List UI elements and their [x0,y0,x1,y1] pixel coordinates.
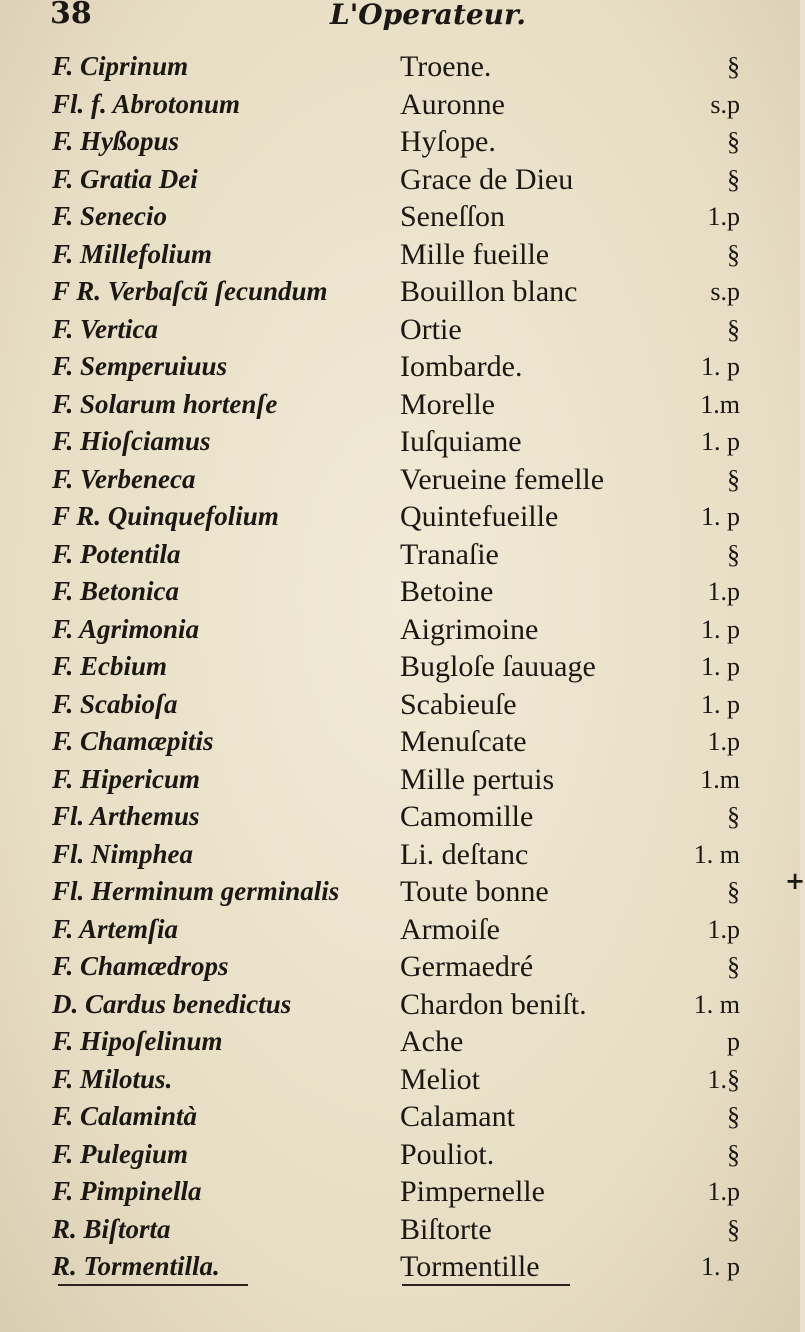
dose-mark: § [727,1102,740,1131]
latin-name: F. Gratia Dei [52,163,198,194]
dose-mark: s.p [710,277,740,306]
latin-name: F. Chamæpitis [52,726,214,756]
bottom-rule-left [58,1284,248,1286]
latin-name: F. Betonica [52,576,180,606]
dose-mark: 1.m [700,764,740,794]
latin-name: Fl. Arthemus [52,801,200,831]
margin-note: + [785,866,805,895]
dose-mark: 1.p [707,727,740,756]
herb-row [0,911,800,949]
latin-name: F. Agrimonia [52,613,200,644]
dose-mark: 1. p [701,689,740,719]
french-name: Betoine [400,575,494,608]
herb-row [0,273,800,311]
herb-row [0,461,800,499]
herb-row [0,536,800,574]
herb-row [0,648,800,686]
latin-name: F. Verbeneca [52,463,196,494]
french-name: Troene. [400,50,492,83]
latin-name: F. Vertica [52,313,159,344]
french-name: Calamant [400,1100,515,1133]
dose-mark: § [727,52,740,81]
dose-mark: 1. p [701,502,740,531]
french-name: Bugloſe ſauuage [400,650,596,683]
running-title: L'Operateur. [330,0,526,31]
latin-name: F. Hipericum [52,763,201,794]
dose-mark: 1.p [707,914,740,944]
herb-row [0,1023,800,1061]
french-name: Bouillon blanc [400,275,578,308]
latin-name: F. Semperuiuus [52,351,228,381]
french-name: Toute bonne [400,875,549,908]
french-name: Hyſope. [400,125,496,158]
herb-row [0,198,800,236]
latin-name: F R. Verbaſcũ ſecundum [52,276,328,306]
herb-row [0,311,800,349]
latin-name: Fl. Nimphea [52,838,194,869]
herb-row [0,761,800,799]
latin-name: F. Chamædrops [52,951,229,981]
herb-row [0,1098,800,1136]
latin-name: D. Cardus benedictus [52,988,292,1019]
dose-mark: 1. p [701,1252,740,1281]
french-name: Tormentille [400,1250,540,1283]
french-name: Biſtorte [400,1212,492,1246]
page-header [0,0,800,40]
french-name: Quintefueille [400,500,559,533]
dose-mark: 1.p [707,577,740,606]
herb-row [0,1248,800,1286]
latin-name: F. Hioſciamus [52,426,211,456]
dose-mark: 1. m [693,989,740,1019]
herb-row [0,686,800,724]
french-name: Auronne [400,87,505,121]
french-name: Meliot [400,1062,480,1096]
latin-name: F. Ciprinum [52,51,189,81]
dose-mark: 1.p [707,202,740,231]
latin-name: R. Tormentilla. [52,1251,220,1281]
dose-mark: 1. m [693,839,740,869]
herb-row [0,1136,800,1174]
dose-mark: § [727,877,740,906]
dose-mark: 1. p [701,352,740,381]
herb-table [0,48,800,1286]
herb-row [0,48,800,86]
herb-row [0,386,800,424]
herb-row [0,798,800,836]
latin-name: R. Biſtorta [52,1213,171,1244]
french-name: Scabieuſe [400,687,517,721]
bottom-rule-right [402,1284,570,1286]
latin-name: F. Pimpinella [52,1176,202,1206]
herb-row [0,873,800,911]
latin-name: F. Calamintà [52,1101,198,1131]
french-name: Tranaſie [400,537,499,571]
french-name: Ortie [400,312,462,346]
french-name: Mille fueille [400,237,550,271]
french-name: Chardon beniſt. [400,987,587,1021]
french-name: Pouliot. [400,1137,495,1171]
herb-row [0,723,800,761]
herb-row [0,986,800,1024]
herb-row [0,161,800,199]
dose-mark: 1.p [707,1177,740,1206]
dose-mark: § [727,464,740,494]
dose-mark: § [727,239,740,269]
french-name: Iombarde. [400,350,523,383]
dose-mark: p [727,1027,740,1056]
french-name: Menuſcate [400,725,527,758]
dose-mark: § [727,164,740,194]
dose-mark: § [727,127,740,156]
french-name: Pimpernelle [400,1175,545,1208]
dose-mark: § [727,539,740,569]
herb-row [0,348,800,386]
french-name: Armoiſe [400,912,500,946]
dose-mark: § [727,1214,740,1244]
dose-mark: § [727,802,740,831]
dose-mark: 1. p [701,427,740,456]
french-name: Mille pertuis [400,762,555,796]
french-name: Morelle [400,387,495,421]
latin-name: Fl. Herminum germinalis [52,876,340,906]
french-name: Seneſſon [400,200,505,233]
latin-name: F. Ecbium [52,651,168,681]
french-name: Iuſquiame [400,425,522,458]
latin-name: F. Solarum hortenſe [52,388,278,419]
latin-name: F. Millefolium [52,238,213,269]
latin-name: F. Senecio [52,201,168,231]
latin-name: F R. Quinquefolium [52,501,279,531]
latin-name: F. Hipoſelinum [52,1026,223,1056]
dose-mark: § [727,952,740,981]
french-name: Aigrimoine [400,612,539,646]
dose-mark: § [727,314,740,344]
dose-mark: 1.m [700,389,740,419]
herb-row [0,573,800,611]
herb-row [0,423,800,461]
herb-row [0,498,800,536]
french-name: Grace de Dieu [400,162,574,196]
french-name: Li. deſtanc [400,837,529,871]
latin-name: Fl. f. Abrotonum [52,88,241,119]
dose-mark: § [727,1139,740,1169]
herb-row [0,611,800,649]
herb-row [0,1173,800,1211]
dose-mark: 1.§ [707,1064,740,1094]
herb-row [0,123,800,161]
dose-mark: 1. p [701,614,740,644]
latin-name: F. Potentila [52,538,181,569]
latin-name: F. Scabioſa [52,688,178,719]
herb-row [0,1211,800,1249]
latin-name: F. Artemſia [52,913,179,944]
latin-name: F. Pulegium [52,1138,189,1169]
french-name: Camomille [400,800,534,833]
french-name: Ache [400,1025,464,1058]
dose-mark: 1. p [701,652,740,681]
herb-row [0,1061,800,1099]
herb-row [0,948,800,986]
herb-row [0,86,800,124]
latin-name: F. Hyßopus [52,126,180,156]
page-number: 38 [50,0,92,31]
french-name: Germaedré [400,950,534,983]
french-name: Verueine femelle [400,462,605,496]
latin-name: F. Milotus. [52,1063,173,1094]
herb-row [0,836,800,874]
herb-row [0,236,800,274]
dose-mark: s.p [710,89,740,119]
